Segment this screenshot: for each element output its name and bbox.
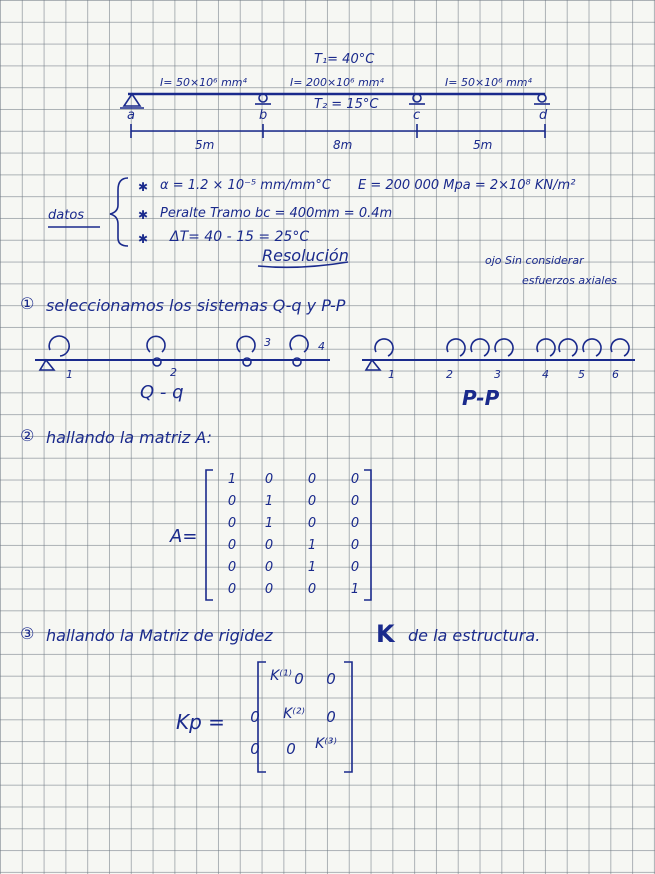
delta-t-value: ΔT= 40 - 15 = 25°C bbox=[170, 229, 310, 245]
k-cell: 0 bbox=[286, 740, 296, 758]
a-cell: 1 bbox=[264, 494, 274, 509]
inertia-right: I= 50×10⁶ mm⁴ bbox=[445, 76, 532, 89]
a-cell: 0 bbox=[227, 494, 237, 509]
q-label-4: 4 bbox=[318, 340, 325, 353]
a-cell: 0 bbox=[307, 494, 317, 509]
a-cell: 1 bbox=[264, 516, 274, 531]
a-cell: 0 bbox=[307, 582, 317, 597]
a-cell: 0 bbox=[227, 582, 237, 597]
span-cd: 5m bbox=[473, 138, 493, 152]
a-cell: 1 bbox=[227, 472, 237, 487]
p-label-5: 5 bbox=[578, 368, 585, 381]
datos-brace bbox=[110, 178, 128, 246]
a-cell: 0 bbox=[227, 538, 237, 553]
a-cell: 1 bbox=[307, 538, 317, 553]
matrix-a-label: A= bbox=[170, 526, 198, 547]
a-cell: 0 bbox=[307, 516, 317, 531]
a-cell: 0 bbox=[264, 538, 274, 553]
q-label-1: 1 bbox=[66, 368, 73, 381]
k-cell: 0 bbox=[326, 708, 336, 726]
p-caption: P-P bbox=[462, 386, 500, 410]
node-c: c bbox=[413, 108, 421, 123]
step3-text: hallando la Matriz de rigidez bbox=[46, 626, 273, 645]
node-a: a bbox=[127, 108, 135, 123]
k-bold: K bbox=[376, 620, 395, 648]
bullet-3: ✱ bbox=[138, 232, 149, 246]
a-cell: 1 bbox=[307, 560, 317, 575]
bullet-2: ✱ bbox=[138, 208, 149, 222]
step2-text: hallando la matriz A: bbox=[46, 428, 212, 447]
step3-number: ③ bbox=[20, 624, 35, 643]
temperature-t2: T₂ = 15°C bbox=[314, 97, 379, 112]
k-cell: K⁽³⁾ bbox=[315, 736, 337, 752]
k-cell: 0 bbox=[294, 670, 304, 688]
a-cell: 0 bbox=[264, 472, 274, 487]
node-d: d bbox=[539, 108, 548, 123]
span-ab: 5m bbox=[195, 138, 215, 152]
matrix-a-left-bracket bbox=[206, 470, 213, 600]
support-a bbox=[124, 94, 140, 106]
k-cell: 0 bbox=[326, 670, 336, 688]
p-label-4: 4 bbox=[542, 368, 549, 381]
matrix-a-right-bracket bbox=[364, 470, 371, 600]
node-b: b bbox=[259, 108, 268, 123]
inertia-left: I= 50×10⁶ mm⁴ bbox=[160, 76, 247, 89]
p-label-3: 3 bbox=[494, 368, 501, 381]
p-label-1: 1 bbox=[388, 368, 395, 381]
alpha-value: α = 1.2 × 10⁻⁵ mm/mm°C bbox=[160, 178, 331, 193]
a-cell: 0 bbox=[350, 560, 360, 575]
q-label-3: 3 bbox=[264, 336, 271, 349]
p-label-6: 6 bbox=[612, 368, 619, 381]
k-cell: K⁽²⁾ bbox=[283, 706, 305, 722]
a-cell: 1 bbox=[350, 582, 360, 597]
a-cell: 0 bbox=[307, 472, 317, 487]
a-cell: 0 bbox=[264, 582, 274, 597]
a-cell: 0 bbox=[350, 538, 360, 553]
k-cell: 0 bbox=[250, 708, 260, 726]
datos-label: datos bbox=[48, 208, 85, 223]
k-cell: K⁽¹⁾ bbox=[270, 668, 292, 684]
bullet-1: ✱ bbox=[138, 180, 149, 194]
note-line-2: esfuerzos axiales bbox=[522, 274, 617, 287]
step3-text-end: de la estructura. bbox=[408, 626, 541, 645]
span-bc: 8m bbox=[333, 138, 353, 152]
q-caption: Q - q bbox=[140, 382, 184, 403]
step2-number: ② bbox=[20, 426, 35, 445]
resolucion-title: Resolución bbox=[262, 246, 349, 265]
matrix-k-label: Kp = bbox=[176, 710, 225, 734]
inertia-middle: I= 200×10⁶ mm⁴ bbox=[290, 76, 384, 89]
temperature-t1: T₁= 40°C bbox=[314, 52, 375, 67]
step1-text: seleccionamos los sistemas Q-q y P-P bbox=[46, 296, 346, 315]
step1-number: ① bbox=[20, 294, 35, 313]
a-cell: 0 bbox=[227, 516, 237, 531]
peralte-value: Peralte Tramo bc = 400mm = 0.4m bbox=[160, 206, 393, 221]
k-cell: 0 bbox=[250, 740, 260, 758]
a-cell: 0 bbox=[350, 516, 360, 531]
p-label-2: 2 bbox=[446, 368, 453, 381]
q-label-2: 2 bbox=[170, 366, 177, 379]
a-cell: 0 bbox=[350, 472, 360, 487]
a-cell: 0 bbox=[350, 494, 360, 509]
note-line-1: ojo Sin considerar bbox=[485, 254, 584, 267]
a-cell: 0 bbox=[264, 560, 274, 575]
elastic-modulus: E = 200 000 Mpa = 2×10⁸ KN/m² bbox=[358, 178, 576, 193]
a-cell: 0 bbox=[227, 560, 237, 575]
